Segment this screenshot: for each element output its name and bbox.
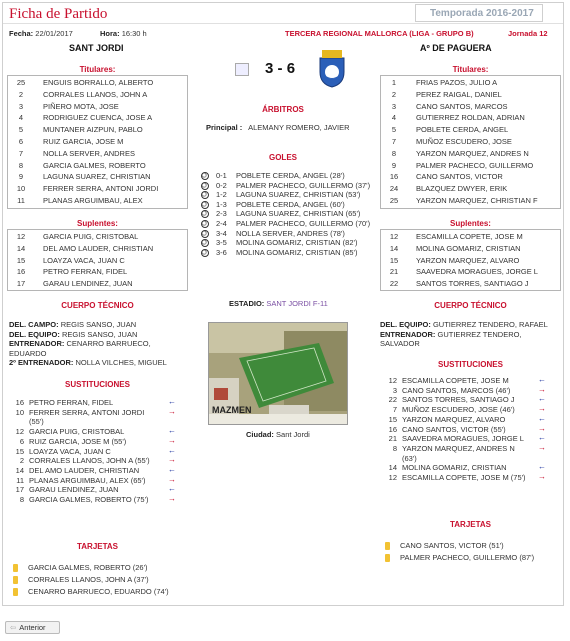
sub-player: (55') [29, 417, 44, 427]
sub-player: GARCIA PUIG, CRISTOBAL [29, 427, 125, 437]
sub-player: CANO SANTOS, MARCOS (46') [402, 385, 511, 395]
player-number: 12 [389, 232, 399, 241]
player-row [381, 125, 560, 135]
sub-number: 15 [388, 414, 397, 424]
player-name: LAGUNA SUAREZ, CHRISTIAN [43, 172, 151, 182]
player-row [381, 172, 560, 182]
player-name: BLAZQUEZ DWYER, ERIK [416, 184, 508, 194]
sub-number: 12 [388, 376, 397, 385]
home-cuerpo-title: CUERPO TÉCNICO [61, 301, 134, 310]
player-row [381, 184, 560, 194]
sub-out-arrow-icon: → [538, 442, 546, 452]
sub-number: 6 [19, 436, 24, 446]
player-number: 10 [16, 184, 26, 194]
player-number: 6 [18, 137, 24, 146]
card-player: CANO SANTOS, VICTOR (51') [400, 541, 504, 550]
sub-number: 22 [388, 395, 397, 405]
ball-icon [201, 230, 209, 238]
player-name: GARCIA GALMES, ROBERTO [43, 160, 146, 170]
sub-number: 21 [388, 434, 397, 444]
sub-in-arrow-icon: ← [168, 484, 176, 494]
sub-number: 7 [392, 405, 397, 415]
goal-scorer: LAGUNA SUAREZ, CHRISTIAN (65') [236, 209, 361, 219]
goal-score: 1-3 [216, 199, 227, 209]
away-team-name: Aº DE PAGUERA [420, 43, 492, 53]
player-number: 11 [17, 196, 25, 205]
player-number: 9 [391, 160, 397, 170]
player-row [381, 279, 560, 289]
player-row [381, 102, 560, 112]
player-number: 8 [18, 160, 24, 170]
player-row [8, 113, 187, 123]
sub-player: YARZON MARQUEZ, ANDRES N [402, 443, 515, 453]
sub-out-arrow-icon: → [538, 423, 546, 433]
player-name: CANO SANTOS, MARCOS [416, 101, 508, 111]
home-suplentes-title: Suplentes: [77, 219, 118, 228]
player-name: GARCIA PUIG, CRISTOBAL [43, 232, 139, 241]
sub-in-arrow-icon: ← [168, 397, 176, 406]
ball-icon [201, 172, 209, 180]
goal-scorer: PALMER PACHECO, GUILLERMO (37') [236, 180, 371, 190]
away-suplentes-list [380, 229, 561, 291]
home-cuerpo-tecnico: DEL. CAMPO: REGIS SANSO, JUAN DEL. EQUIPO: REGIS SANSO, JUAN ENTRENADOR: CENARRO BARRUECO, EDUARDO 2º ENTRENADOR: NOLLA VILCHES, MIGUEL [9, 320, 167, 367]
home-score: 3 [265, 60, 274, 77]
sub-number: 8 [19, 495, 24, 504]
sub-player: PETRO FERRAN, FIDEL [29, 398, 114, 407]
home-team-name: SANT JORDI [69, 43, 124, 53]
sub-player: MUÑOZ ESCUDERO, JOSE (46') [402, 405, 515, 415]
player-row [381, 149, 560, 159]
stadium-photo [208, 322, 348, 425]
sub-player: ESCAMILLA COPETE, JOSE M [402, 376, 509, 385]
player-row [381, 78, 560, 88]
player-name: CANO SANTOS, VICTOR [416, 172, 503, 182]
sub-number: 16 [15, 398, 24, 407]
sub-in-arrow-icon: ← [168, 445, 176, 455]
sub-player: LOAYZA VACA, JUAN C [29, 446, 111, 456]
sub-player: ESCAMILLA COPETE, JOSE M (75') [402, 473, 526, 482]
sub-player: SANTOS TORRES, SANTIAGO J [402, 395, 515, 405]
sub-number: 12 [15, 427, 24, 437]
player-name: MOLINA GOMARIZ, CRISTIAN [416, 243, 521, 253]
player-row [8, 172, 187, 182]
goal-scorer: POBLETE CERDA, ANGEL (60') [236, 199, 345, 209]
player-name: LOAYZA VACA, JUAN C [43, 255, 125, 265]
sub-number: 14 [15, 465, 24, 475]
player-name: FRIAS PAZOS, JULIO A [416, 78, 498, 87]
goal-score: 3-5 [216, 238, 227, 248]
player-row [8, 137, 187, 147]
goal-scorer: LAGUNA SUAREZ, CHRISTIAN (53') [236, 190, 361, 200]
player-number: 2 [18, 89, 24, 99]
home-sustituciones-title: SUSTITUCIONES [65, 380, 130, 389]
player-number: 2 [391, 89, 397, 99]
player-name: DEL AMO LAUDER, CHRISTIAN [43, 243, 154, 253]
player-number: 16 [16, 267, 26, 277]
sub-out-arrow-icon: → [168, 494, 176, 503]
player-row [8, 102, 187, 112]
arbitro-principal: Principal : ALEMANY ROMERO, JAVIER [206, 123, 350, 132]
player-name: PLANAS ARGUIMBAU, ALEX [43, 196, 143, 205]
player-row [8, 267, 187, 277]
goal-score: 2-3 [216, 209, 227, 219]
sub-number: 3 [392, 385, 397, 395]
goal-score: 3-4 [216, 228, 227, 238]
sub-player: MOLINA GOMARIZ, CRISTIAN [402, 463, 507, 473]
player-name: ESCAMILLA COPETE, JOSE M [416, 232, 523, 241]
player-row [8, 232, 187, 242]
away-suplentes-title: Suplentes: [450, 219, 491, 228]
competition-name: TERCERA REGIONAL MALLORCA (LIGA - GRUPO B) [285, 29, 474, 38]
stadium-link[interactable]: SANT JORDI F-11 [266, 299, 328, 308]
home-suplentes-list [7, 229, 188, 291]
sub-out-arrow-icon: → [168, 474, 176, 484]
yellow-card-icon [385, 542, 390, 550]
player-name: SAAVEDRA MORAGUES, JORGE L [416, 267, 538, 277]
sub-number: 15 [15, 446, 24, 456]
player-row [8, 184, 187, 194]
player-number: 12 [16, 232, 26, 241]
player-name: PIÑERO MOTA, JOSE [43, 101, 119, 111]
goles-title: GOLES [268, 153, 297, 162]
player-row [8, 279, 187, 289]
away-sustituciones-title: SUSTITUCIONES [438, 360, 503, 369]
back-arrow-icon: ⇦ [10, 623, 17, 632]
sub-player: GARAU LENDINEZ, JUAN [29, 485, 119, 495]
goal-score: 3-6 [216, 247, 227, 257]
player-number: 4 [18, 113, 24, 123]
photo-logo: MAZMEN [212, 405, 252, 415]
match-time: Hora: 16:30 h [100, 29, 147, 38]
player-number: 15 [389, 255, 399, 265]
sub-number: 11 [16, 475, 24, 485]
goal-scorer: POBLETE CERDA, ANGEL (28') [236, 171, 345, 180]
player-number: 5 [18, 125, 24, 135]
yellow-card-icon [13, 576, 18, 584]
sub-player: PLANAS ARGUIMBAU, ALEX (65') [29, 475, 146, 485]
player-number: 25 [16, 78, 26, 87]
card-player: GARCIA GALMES, ROBERTO (26') [28, 563, 148, 572]
card-player: PALMER PACHECO, GUILLERMO (87') [400, 553, 535, 562]
page-title: Ficha de Partido [9, 6, 108, 22]
home-titulares-title: Titulares: [79, 65, 116, 74]
player-row [8, 196, 187, 206]
away-tarjetas-title: TARJETAS [449, 520, 492, 529]
player-number: 15 [16, 255, 26, 265]
sub-out-arrow-icon: → [168, 406, 176, 416]
sub-in-arrow-icon: ← [168, 426, 176, 436]
player-number: 14 [16, 243, 26, 253]
season-label[interactable]: Temporada 2016-2017 [430, 8, 534, 19]
player-number: 3 [18, 101, 24, 111]
card-player: CENARRO BARRUECO, EDUARDO (74') [28, 587, 169, 596]
away-titulares-title: Titulares: [452, 65, 489, 74]
sub-player: (63') [402, 453, 417, 463]
player-number: 17 [16, 279, 26, 289]
player-row [8, 256, 187, 266]
sub-player: FERRER SERRA, ANTONI JORDI [29, 407, 145, 417]
player-row [381, 256, 560, 266]
sub-number: 12 [388, 473, 397, 482]
away-team-crest [317, 48, 347, 88]
goal-score: 0-2 [216, 180, 227, 190]
sub-number: 17 [15, 485, 24, 495]
player-number: 16 [389, 172, 399, 182]
goal-scorer: MOLINA GOMARIZ, CRISTIAN (85') [236, 247, 358, 257]
match-date: Fecha: 22/01/2017 [9, 29, 73, 38]
sub-number: 10 [15, 407, 24, 417]
goal-score: 0-1 [216, 171, 227, 180]
player-row [8, 244, 187, 254]
player-name: YARZON MARQUEZ, CHRISTIAN F [416, 196, 538, 205]
player-row [381, 244, 560, 254]
ball-icon [201, 182, 209, 190]
goal-score: 2-4 [216, 219, 227, 228]
ball-icon [201, 220, 209, 228]
ball-icon [201, 249, 209, 257]
away-score: 6 [286, 60, 296, 77]
away-cuerpo-tecnico: DEL. EQUIPO: GUTIERREZ TENDERO, RAFAEL ENTRENADOR: GUTIERREZ TENDERO, SALVADOR [380, 320, 548, 348]
home-tarjetas-title: TARJETAS [76, 542, 119, 551]
player-name: MUNTANER AIZPUN, PABLO [43, 125, 143, 135]
player-row [8, 78, 187, 88]
jornada: Jornada 12 [508, 29, 548, 38]
player-row [381, 161, 560, 171]
sub-number: 16 [388, 424, 397, 434]
player-number: 22 [389, 279, 399, 289]
sub-in-arrow-icon: ← [538, 375, 546, 384]
player-number: 8 [391, 148, 397, 158]
goal-scorer: MOLINA GOMARIZ, CRISTIAN (82') [236, 238, 358, 248]
player-number: 24 [389, 184, 399, 194]
score-separator: - [277, 60, 283, 77]
player-number: 3 [391, 101, 397, 111]
player-name: PALMER PACHECO, GUILLERMO [416, 160, 534, 170]
player-row [381, 196, 560, 206]
sub-out-arrow-icon: → [538, 404, 546, 414]
player-name: PEREZ RAIGAL, DANIEL [416, 89, 502, 99]
sub-in-arrow-icon: ← [538, 413, 546, 423]
player-name: CORRALES LLANOS, JOHN A [43, 89, 148, 99]
sub-number: 2 [19, 456, 24, 466]
player-row [381, 267, 560, 277]
player-name: SANTOS TORRES, SANTIAGO J [416, 279, 529, 289]
sub-in-arrow-icon: ← [538, 462, 546, 472]
sub-in-arrow-icon: ← [538, 394, 546, 404]
player-name: GARAU LENDINEZ, JUAN [43, 279, 133, 289]
player-row [381, 113, 560, 123]
player-name: GUTIERREZ ROLDAN, ADRIAN [416, 113, 525, 123]
arbitros-title: ÁRBITROS [262, 105, 304, 114]
player-name: PETRO FERRAN, FIDEL [43, 267, 128, 277]
player-number: 1 [391, 78, 397, 87]
away-cuerpo-title: CUERPO TÉCNICO [434, 301, 507, 310]
sub-player: GARCIA GALMES, ROBERTO (75') [29, 495, 149, 504]
player-name: NOLLA SERVER, ANDRES [43, 148, 135, 158]
sub-out-arrow-icon: → [538, 384, 546, 394]
player-row [8, 90, 187, 100]
yellow-card-icon [13, 588, 18, 596]
sub-player: YARZON MARQUEZ, ALVARO [402, 414, 506, 424]
player-number: 25 [389, 196, 399, 205]
player-row [8, 161, 187, 171]
player-number: 7 [18, 148, 24, 158]
player-row [8, 125, 187, 135]
sub-number: 8 [392, 443, 397, 453]
player-number: 14 [389, 243, 399, 253]
goal-score: 1-2 [216, 190, 227, 200]
ball-icon [201, 201, 209, 209]
player-name: YARZON MARQUEZ, ALVARO [416, 255, 520, 265]
sub-out-arrow-icon: → [168, 435, 176, 445]
goal-scorer: PALMER PACHECO, GUILLERMO (70') [236, 219, 371, 228]
sub-player: RUIZ GARCIA, JOSE M (55') [29, 436, 127, 446]
anterior-button[interactable]: ⇦ Anterior [5, 621, 60, 634]
home-team-crest [235, 63, 249, 76]
player-name: RODRIGUEZ CUENCA, JOSE A [43, 113, 153, 123]
player-name: RUIZ GARCIA, JOSE M [43, 137, 124, 146]
sub-player: CORRALES LLANOS, JOHN A (55') [29, 456, 150, 466]
goal-scorer: NOLLA SERVER, ANDRES (78') [236, 228, 345, 238]
player-row [8, 149, 187, 159]
stadium: ESTADIO: SANT JORDI F-11 [229, 299, 328, 308]
player-row [381, 232, 560, 242]
yellow-card-icon [13, 564, 18, 572]
player-name: MUÑOZ ESCUDERO, JOSE [416, 137, 512, 146]
stadium-city: Ciudad: Sant Jordi [246, 430, 310, 439]
player-number: 7 [391, 137, 397, 146]
sub-out-arrow-icon: → [538, 472, 546, 481]
sub-in-arrow-icon: ← [168, 464, 176, 474]
yellow-card-icon [385, 554, 390, 562]
sub-player: SAAVEDRA MORAGUES, JORGE L [402, 434, 524, 444]
sub-out-arrow-icon: → [168, 455, 176, 465]
player-number: 4 [391, 113, 397, 123]
sub-number: 14 [388, 463, 397, 473]
player-name: FERRER SERRA, ANTONI JORDI [43, 184, 159, 194]
player-row [381, 137, 560, 147]
score [265, 60, 305, 77]
player-number: 5 [391, 125, 397, 135]
home-titulares-list [7, 75, 188, 209]
player-number: 21 [389, 267, 399, 277]
header-divider [3, 23, 563, 24]
sub-player: CANO SANTOS, VICTOR (55') [402, 424, 506, 434]
card-player: CORRALES LLANOS, JOHN A (37') [28, 575, 149, 584]
player-row [381, 90, 560, 100]
player-number: 9 [18, 172, 24, 182]
away-titulares-list [380, 75, 561, 209]
sub-player: DEL AMO LAUDER, CHRISTIAN [29, 465, 140, 475]
player-name: YARZON MARQUEZ, ANDRES N [416, 148, 529, 158]
player-name: POBLETE CERDA, ANGEL [416, 125, 509, 135]
player-name: ENGUIS BORRALLO, ALBERTO [43, 78, 154, 87]
sub-in-arrow-icon: ← [538, 433, 546, 443]
